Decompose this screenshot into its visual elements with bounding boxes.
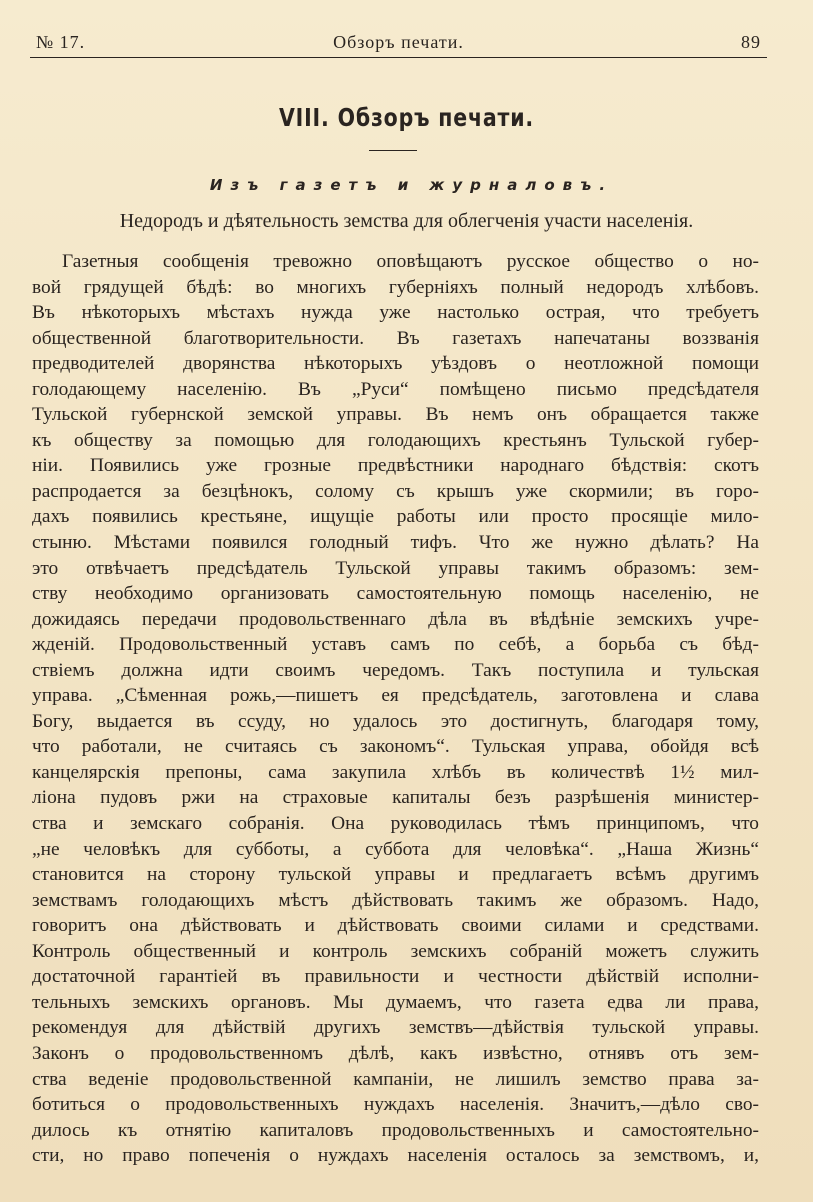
body-line: это отвѣчаетъ предсѣдатель Тульской управы такимъ образомъ: зем- — [32, 557, 759, 579]
body-line: тельныхъ земскихъ органовъ. Мы думаемъ, что газета едва ли права, — [32, 991, 759, 1013]
body-line: голодающему населенію. Въ „Руси“ помѣщено письмо предсѣдателя — [32, 378, 759, 400]
body-line: стыню. Мѣстами появился голодный тифъ. Что же нужно дѣлать? На — [32, 532, 759, 554]
body-line: жденій. Продовольственный уставъ самъ по себѣ, а борьба съ бѣд- — [32, 634, 759, 656]
body-line: къ обществу за помощью для голодающихъ крестьянъ Тульской губер- — [32, 429, 759, 451]
body-line: рекомендуя для дѣйствій другихъ земствъ—дѣйствія тульской управы. — [32, 1017, 759, 1039]
title-divider — [369, 150, 417, 151]
body-line: достаточной гарантіей въ правильности и честности дѣйствій исполни- — [32, 966, 759, 988]
body-line: ліона пудовъ ржи на страховые капиталы безъ разрѣшенія министер- — [32, 787, 759, 809]
body-line: общественной благотворительности. Въ газетахъ напечатаны воззванія — [32, 327, 759, 349]
body-line: предводителей дворянства нѣкоторыхъ уѣздовъ о неотложной помощи — [32, 353, 759, 375]
body-line: Газетныя сообщенія тревожно оповѣщаютъ русское общество о но- — [62, 251, 759, 272]
body-line: Законъ о продовольственномъ дѣлѣ, какъ извѣстно, отнявъ отъ зем- — [32, 1042, 759, 1064]
body-line: канцелярскія препоны, сама закупила хлѣбъ въ количествѣ 1½ мил- — [32, 761, 759, 783]
running-title: Обзоръ печати. — [333, 32, 464, 52]
body-line: ства и земскаго собранія. Она руководилась тѣмъ принципомъ, что — [32, 813, 759, 835]
body-line: ству необходимо организовать самостоятельную помощь населенію, не — [32, 583, 759, 605]
body-line: ства веденіе продовольственной кампаніи, не лишилъ земство права за- — [32, 1068, 759, 1090]
header-rule — [30, 57, 767, 58]
body-line: дахъ появились крестьяне, ищущіе работы или просто просящіе мило- — [32, 506, 759, 528]
body-line: вой грядущей бѣдѣ: во многихъ губерніяхъ полный недородъ хлѣбовъ. — [32, 276, 759, 298]
article-body — [32, 249, 759, 1169]
section-title: VIII. Обзоръ печати. — [278, 103, 535, 132]
body-line: ствіемъ должна идти своимъ чередомъ. Такъ поступила и тульская — [32, 659, 759, 681]
body-line: говоритъ она дѣйствовать и дѣйствовать своими силами и средствами. — [32, 915, 759, 937]
body-line: Контроль общественный и контроль земскихъ собраній можетъ служить — [32, 940, 759, 962]
body-line: дожидаясь передачи продовольственнаго дѣла въ вѣдѣніе земскихъ учре- — [32, 608, 759, 630]
body-line: что работали, не считаясь съ закономъ“. Тульская управа, обойдя всѣ — [32, 736, 759, 758]
body-line: Богу, выдается въ ссуду, но удалось это достигнуть, благодаря тому, — [32, 710, 759, 732]
body-line: дилось къ отнятію капиталовъ продовольственныхъ и самостоятельно- — [32, 1119, 759, 1141]
article-title: Недородъ и дѣятельность земства для облегченія участи населенія. — [119, 210, 694, 232]
body-line: „не человѣкъ для субботы, а суббота для человѣка“. „Наша Жизнь“ — [32, 838, 759, 860]
body-line: ніи. Появились уже грозные предвѣстники народнаго бѣдствія: скотъ — [32, 455, 759, 477]
body-line: становится на сторону тульской управы и предлагаетъ всѣмъ другимъ — [32, 864, 759, 886]
page-number: 89 — [741, 32, 761, 52]
body-line: Въ нѣкоторыхъ мѣстахъ нужда уже настолько острая, что требуетъ — [32, 302, 759, 324]
body-line: Тульской губернской земской управы. Въ немъ онъ обращается также — [32, 404, 759, 426]
running-head — [36, 26, 761, 56]
body-line: сти, но право попеченія о нуждахъ населенія осталось за земствомъ, и, — [32, 1145, 759, 1167]
body-line: земствамъ голодающихъ мѣстъ дѣйствовать такимъ же образомъ. Надо, — [32, 889, 759, 911]
subheading: Изъ газетъ и журналовъ. — [209, 176, 614, 194]
body-line: ботиться о продовольственныхъ нуждахъ населенія. Значитъ,—дѣло сво- — [32, 1094, 759, 1116]
issue-number: № 17. — [36, 32, 86, 52]
body-line: управа. „Сѣменная рожь,—пишетъ ея предсѣдатель, заготовлена и слава — [32, 685, 759, 707]
body-line: распродается за безцѣнокъ, солому съ крышъ уже скормили; въ горо- — [32, 480, 759, 502]
